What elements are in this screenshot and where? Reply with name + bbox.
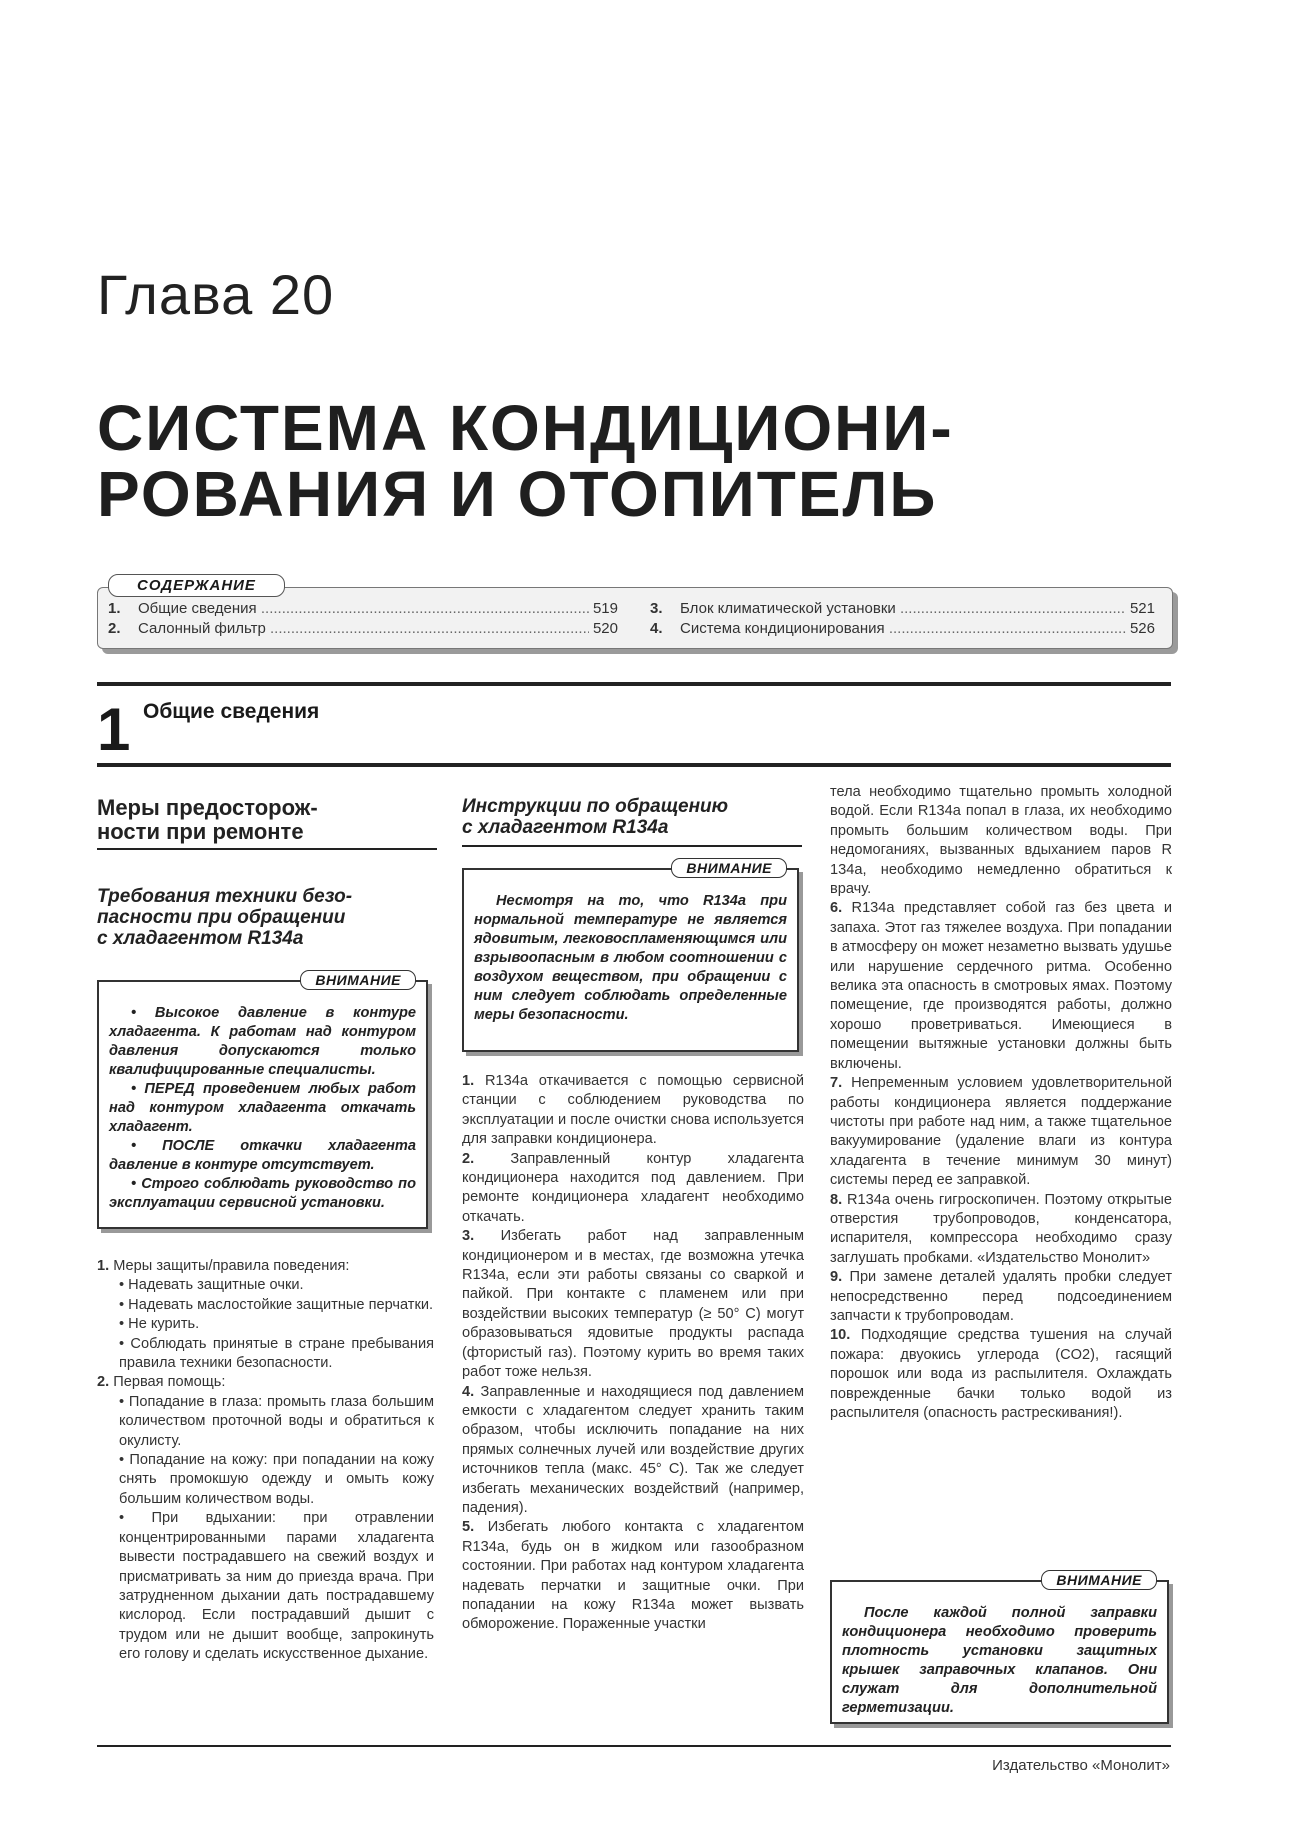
table-of-contents xyxy=(97,577,1173,649)
toc-item[interactable] xyxy=(650,600,1155,617)
item-number: 9. xyxy=(830,1269,843,1286)
warning-item: После каждой полной заправки кондиционера необходимо проверить плотность установки защитных крышек заправочных клапанов. Они служат для дополнительной герметизации. xyxy=(842,1605,1157,1716)
col2-warning-box xyxy=(462,860,799,1052)
col1-heading: Меры предосторож- ности при ремонте xyxy=(97,795,318,844)
paragraph: Подходящие средства тушения на случай пожара: двуокись углерода (CO2), гасящий порошок или вода из распылителя. Охлаждать поврежденные бачки только водой из распылителя (опасность растрескивания!). xyxy=(830,1327,1172,1421)
toc-text: Система кондиционирования ..... xyxy=(680,620,1126,637)
col1-warning-box xyxy=(97,972,428,1229)
paragraph: Первая помощь: xyxy=(113,1374,226,1391)
paragraph: R134a откачивается с помощью сервисной станции с соблюдением руководства по эксплуатации и после очистки снова используется для заправки кондиционера. xyxy=(462,1073,804,1148)
warning-item: • ПЕРЕД проведением любых работ над контуром хладагента откачать хладагент. xyxy=(109,1081,416,1135)
footer-rule xyxy=(97,1745,1171,1747)
col1-heading-rule xyxy=(97,848,437,850)
item-number: 10. xyxy=(830,1327,851,1344)
paragraph: Непременным условием удовлетворительной работы кондиционера является поддержание чистоты при работе над ним, а также тщательное вакуумирование (удаление влаги из контура хладагента в течение минимум 30 минут) системы перед ее заправкой. xyxy=(830,1075,1172,1189)
toc-label: СОДЕРЖАНИЕ xyxy=(108,574,285,597)
toc-page: 519 xyxy=(592,600,618,617)
col3-text xyxy=(830,783,1172,1423)
title-line-2: РОВАНИЯ И ОТОПИТЕЛЬ xyxy=(97,458,938,530)
chapter-label: Глава 20 xyxy=(97,263,335,326)
paragraph: Меры защиты/правила поведения: xyxy=(113,1258,350,1274)
item-number: 4. xyxy=(462,1383,475,1400)
toc-item[interactable] xyxy=(108,600,618,617)
item-number: 2. xyxy=(462,1150,475,1167)
list-item: • Попадание в глаза: промыть глаза большим количеством проточной воды и обратиться к окулисту. xyxy=(119,1393,434,1449)
toc-num: 2. xyxy=(108,620,121,637)
warning-item: • Строго соблюдать руководство по эксплуатации сервисной установки. xyxy=(109,1176,416,1211)
toc-item[interactable] xyxy=(650,620,1155,637)
paragraph: Избегать работ над заправленным кондиционером и в местах, где возможна утечка R134a, если эти работы связаны со сваркой и пайкой. При контакте с пламенем или при воздействии высоких температур (≥ 50° С) могут образовываться ядовитые продукты распада (фтористый газ). Поэтому курить во время таких работ тоже нельзя. xyxy=(462,1228,804,1381)
toc-text: Общие сведения ..... xyxy=(138,600,589,617)
title-line-1: СИСТЕМА КОНДИЦИОНИ- xyxy=(97,392,954,464)
list-item: • Надевать защитные очки. xyxy=(119,1277,304,1294)
col1-text xyxy=(97,1257,434,1665)
toc-page: 526 xyxy=(1129,620,1155,637)
col2-text xyxy=(462,1072,804,1635)
list-item: • Не курить. xyxy=(119,1316,200,1333)
warning-label: ВНИМАНИЕ xyxy=(300,970,416,990)
paragraph: Заправленные и находящиеся под давлением емкости с хладагентом следует хранить таким образом, чтобы исключить попадание на них прямых солнечных лучей или воздействие других источников тепла (макс. 45° С). Так же следует избегать механических воздействий (например, падения). xyxy=(462,1383,805,1516)
toc-text: Салонный фильтр ..... xyxy=(138,620,589,637)
item-number: 1. xyxy=(97,1258,110,1274)
list-item: • Попадание на кожу: при попадании на кожу снять промокшую одежду и омыть кожу большим количеством воды. xyxy=(119,1452,434,1507)
list-item: • Соблюдать принятые в стране пребывания правила техники безопасности. xyxy=(119,1335,434,1372)
warning-item: • Высокое давление в контуре хладагента. К работам над контуром давления допускаются только квалифицированные специалисты. xyxy=(109,1005,416,1078)
section-number: 1 xyxy=(97,696,131,763)
item-number: 7. xyxy=(830,1075,843,1092)
paragraph: тела необходимо тщательно промыть холодной водой. Если R134a попал в глаза, их необходимо промыть большим количеством воды. При недомоганиях, вызванных вдыханием паров R 134a, необходимо немедленно обратиться к врачу. xyxy=(830,784,1172,898)
list-item: • При вдыхании: при отравлении концентрированными парами хладагента вывести пострадавшего на свежий воздух и присматривать за ним до приезда врача. При затрудненном дыхании дать пострадавшему кислород. Если пострадавший дышит с трудом или не дышит вообще, запрокинуть его голову и сделать искусственное дыхание. xyxy=(119,1510,434,1663)
toc-text: Блок климатической установки ..... xyxy=(680,600,1126,617)
section-title: Общие сведения xyxy=(143,700,320,723)
warning-label: ВНИМАНИЕ xyxy=(1041,1570,1157,1590)
warning-item: • ПОСЛЕ откачки хладагента давление в контуре отсутствует. xyxy=(109,1138,416,1173)
paragraph: R134a очень гигроскопичен. Поэтому открытые отверстия трубопроводов, конденсатора, испарителя, компрессора необходимо сразу заглушать пробками. «Издательство Монолит» xyxy=(830,1191,1172,1266)
item-number: 1. xyxy=(462,1073,475,1089)
paragraph: При замене деталей удалять пробки следует непосредственно перед подсоединением запчасти к трубопроводам. xyxy=(830,1269,1173,1324)
item-number: 3. xyxy=(462,1228,475,1245)
warning-label: ВНИМАНИЕ xyxy=(671,858,787,878)
toc-num: 1. xyxy=(108,600,121,617)
item-number: 8. xyxy=(830,1191,843,1208)
toc-page: 520 xyxy=(592,620,618,637)
publisher-footer: Издательство «Монолит» xyxy=(992,1757,1170,1774)
paragraph: R134a представляет собой газ без цвета и запаха. Этот газ тяжелее воздуха. При попадании в атмосферу он может незаметно вызвать удушье или нарушение сердечного ритма. Особенно велика эта опасность в смотровых ямах. Поэтому помещение, где производятся работы, должно хорошо проветриваться. Имеющиеся в помещении вытяжные установки должны быть включены. xyxy=(830,900,1172,1072)
item-number: 6. xyxy=(830,900,843,917)
warning-text xyxy=(464,870,797,1035)
paragraph: Заправленный контур хладагента кондиционера находится под давлением. При ремонте кондиционера хладагент необходимо откачать. xyxy=(462,1150,804,1225)
warning-text xyxy=(832,1582,1167,1728)
col3-warning-box xyxy=(830,1572,1169,1724)
col2-heading-rule xyxy=(462,845,802,847)
paragraph: Избегать любого контакта с хладагентом R134a, будь он в жидком или газообразном состоянии. При работах над контуром хладагента надевать перчатки и защитные очки. При попадании на кожу R134a может вызвать обморожение. Пораженные участки xyxy=(462,1519,804,1633)
toc-item[interactable] xyxy=(108,620,618,637)
toc-page: 521 xyxy=(1129,600,1155,617)
section-rule-bottom xyxy=(97,763,1171,767)
toc-num: 4. xyxy=(650,620,663,637)
col2-heading: Инструкции по обращению с хладагентом R134a xyxy=(462,796,729,838)
col1-subheading: Требования техники безо- пасности при обращении с хладагентом R134a xyxy=(97,886,353,949)
toc-num: 3. xyxy=(650,600,663,617)
item-number: 2. xyxy=(97,1374,110,1391)
warning-text xyxy=(99,982,426,1223)
item-number: 5. xyxy=(462,1519,475,1536)
warning-item: Несмотря на то, что R134a при нормальной температуре не является ядовитым, легковоспламеняющимся или взрывоопасным в любом соотношении с воздухом веществом, при обращении с ним следует соблюдать определенные меры безопасности. xyxy=(474,893,787,1023)
section-rule-top xyxy=(97,682,1171,686)
page-title xyxy=(97,392,1197,530)
list-item: • Надевать маслостойкие защитные перчатки. xyxy=(119,1296,434,1313)
